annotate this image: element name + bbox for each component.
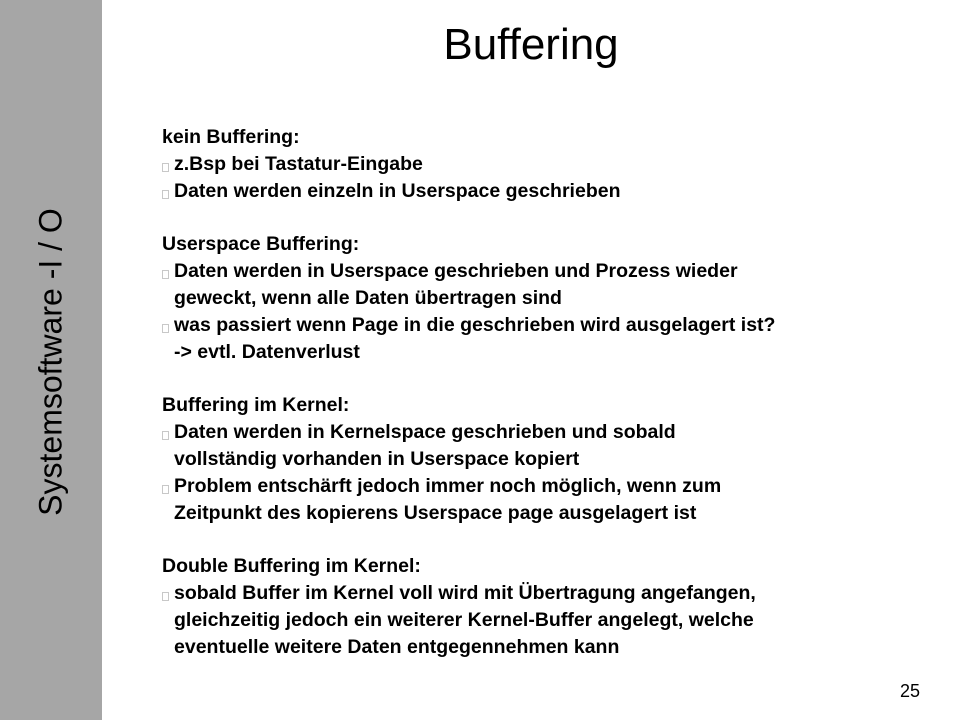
sidebar-label: Systemsoftware -I / O bbox=[32, 208, 69, 516]
slide-title: Buffering bbox=[443, 20, 619, 69]
section-userspace-buffering bbox=[162, 231, 932, 366]
bullet-text: sobald Buffer im Kernel voll wird mit Übertragung angefangen, gleichzeitig jedoch ein weiterer Kernel-Buffer angelegt, welche eventuelle weitere Daten entgegennehmen kann bbox=[174, 582, 756, 658]
list-item bbox=[162, 178, 932, 205]
list-item bbox=[162, 258, 932, 312]
list-item bbox=[162, 151, 932, 178]
bullet-text: Daten werden einzeln in Userspace geschrieben bbox=[174, 180, 621, 202]
bullet-icon bbox=[162, 485, 169, 494]
slide-content bbox=[162, 124, 932, 687]
bullet-icon bbox=[162, 324, 169, 333]
bullet-icon bbox=[162, 270, 169, 279]
list-item bbox=[162, 312, 932, 366]
section-double-buffering bbox=[162, 553, 932, 661]
section-heading: Double Buffering im Kernel: bbox=[162, 555, 421, 577]
section-heading: kein Buffering: bbox=[162, 126, 300, 148]
list-item bbox=[162, 419, 932, 473]
page-number: 25 bbox=[899, 681, 920, 701]
bullet-icon bbox=[162, 163, 169, 172]
section-heading: Buffering im Kernel: bbox=[162, 394, 350, 416]
section-buffering-im-kernel bbox=[162, 392, 932, 527]
bullet-icon bbox=[162, 592, 169, 601]
sidebar bbox=[0, 0, 102, 720]
bullet-icon bbox=[162, 190, 169, 199]
section-heading: Userspace Buffering: bbox=[162, 233, 360, 255]
list-item bbox=[162, 473, 932, 527]
bullet-icon bbox=[162, 431, 169, 440]
bullet-text: Daten werden in Kernelspace geschrieben und sobald vollständig vorhanden in Userspace kopiert bbox=[174, 421, 676, 470]
list-item bbox=[162, 580, 932, 661]
bullet-text: Problem entschärft jedoch immer noch möglich, wenn zum Zeitpunkt des kopierens Userspace page ausgelagert ist bbox=[174, 475, 722, 524]
bullet-text: was passiert wenn Page in die geschrieben wird ausgelagert ist? -> evtl. Datenverlust bbox=[174, 314, 776, 363]
section-kein-buffering bbox=[162, 124, 932, 205]
bullet-text: z.Bsp bei Tastatur-Eingabe bbox=[174, 153, 423, 175]
bullet-text: Daten werden in Userspace geschrieben und Prozess wieder geweckt, wenn alle Daten übertragen sind bbox=[174, 260, 738, 309]
